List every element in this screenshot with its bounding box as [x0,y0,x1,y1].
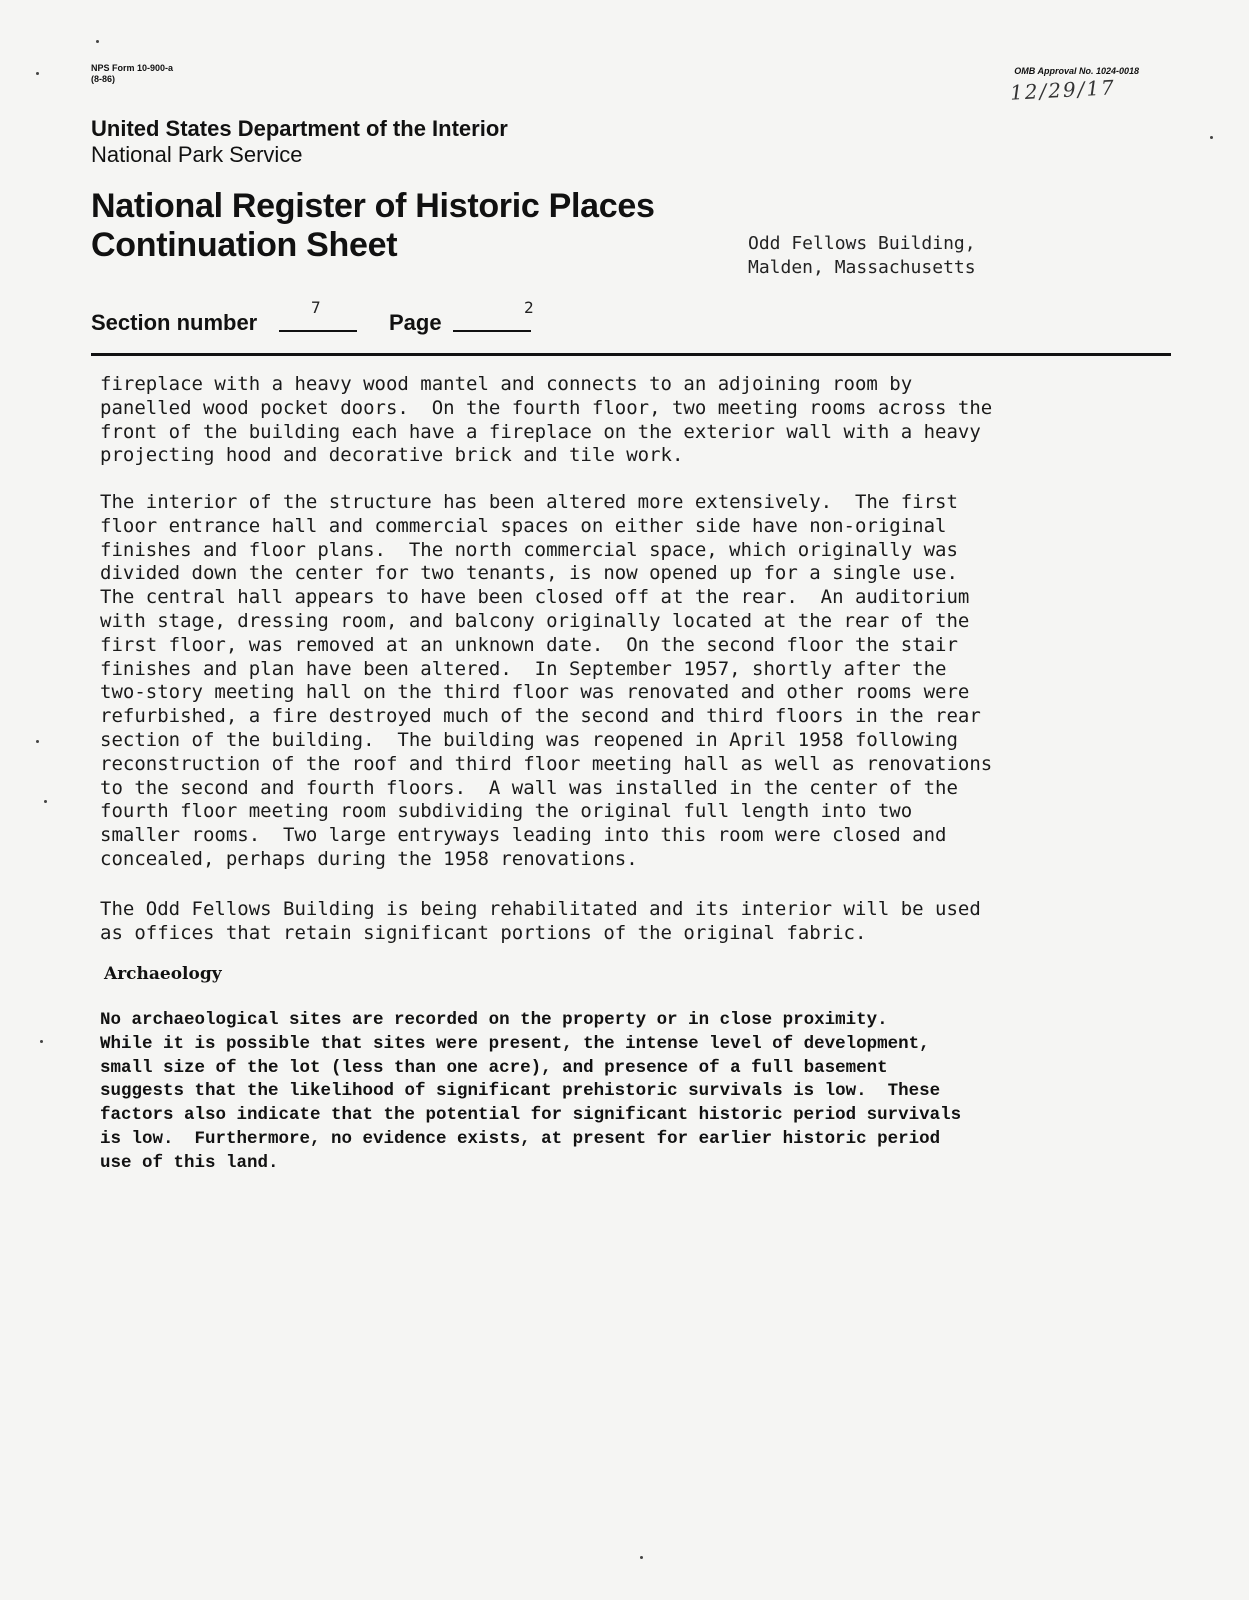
scan-speck [640,1556,643,1559]
agency-name: National Park Service [91,142,303,167]
body-paragraph-fireplaces: fireplace with a heavy wood mantel and connects to an adjoining room by panelled wood pocket doors. On the fourth floor, two meeting rooms across the front of the building each have a fireplace on the exterior wall with a heavy projecting hood and decorative brick and tile work. [100,373,993,467]
page-field-line [453,330,531,332]
form-identifier [91,63,173,85]
property-location: Malden, Massachusetts [748,257,976,278]
page-label: Page [389,310,442,335]
scan-speck [40,1040,43,1043]
form-revision-date: (8-86) [91,74,116,84]
scan-speck [44,800,47,803]
body-paragraph-interior-alterations: The interior of the structure has been altered more extensively. The first floor entrance hall and commercial spaces on either side have non-original finishes and floor plans. The north commercial space, which originally was divided down the center for two tenants, is now opened up for a single use. The central hall appears to have been closed off at the rear. An auditorium with stage, dressing room, and balcony originally located at the rear of the first floor, was removed at an unknown date. On the second floor the stair finishes and plan have been altered. In September 1957, shortly after the two-story meeting hall on the third floor was renovated and other rooms were refurbished, a fire destroyed much of the second and third floors in the rear section of the building. The building was reopened in April 1958 following reconstruction of the roof and third floor meeting hall as well as renovations to the second and fourth floors. A wall was installed in the center of the fourth floor meeting room subdividing the original full length into two smaller rooms. Two large entryways leading into this room were closed and concealed, perhaps during the 1958 renovations. [100,491,993,870]
section-number-label: Section number [91,310,258,335]
document-subtitle: Continuation Sheet [91,226,398,264]
omb-approval-number: OMB Approval No. 1024-0018 [1014,66,1139,76]
page-number-value: 2 [524,298,534,317]
scan-speck [1210,136,1213,139]
header-divider [91,353,1171,356]
property-name [748,232,976,280]
archaeology-paragraph: No archaeological sites are recorded on the property or in close proximity. While it is possible that sites were present, the intense level of development, small size of the lot (less than one acre), and presence of a full basement suggests that the likelihood of significant prehistoric survivals is low. These factors also indicate that the potential for significant historic period survivals is low. Furthermore, no evidence exists, at present for earlier historic period use of this land. [100,1010,962,1173]
department-name: United States Department of the Interior [91,116,508,141]
archaeology-heading: Archaeology [104,964,222,984]
scan-speck [36,740,39,743]
scan-speck [36,72,39,75]
form-number: NPS Form 10-900-a [91,63,174,73]
section-number-value: 7 [311,298,321,317]
section-number-row [91,300,611,336]
handwritten-date: 12/29/17 [1009,75,1117,105]
document-title: National Register of Historic Places [91,187,655,225]
section-number-field-line [279,330,357,332]
property-name-line1: Odd Fellows Building, [748,233,976,254]
scan-speck [96,40,99,43]
body-paragraph-rehabilitation: The Odd Fellows Building is being rehabilitated and its interior will be used as offices that retain significant portions of the original fabric. [100,898,981,944]
